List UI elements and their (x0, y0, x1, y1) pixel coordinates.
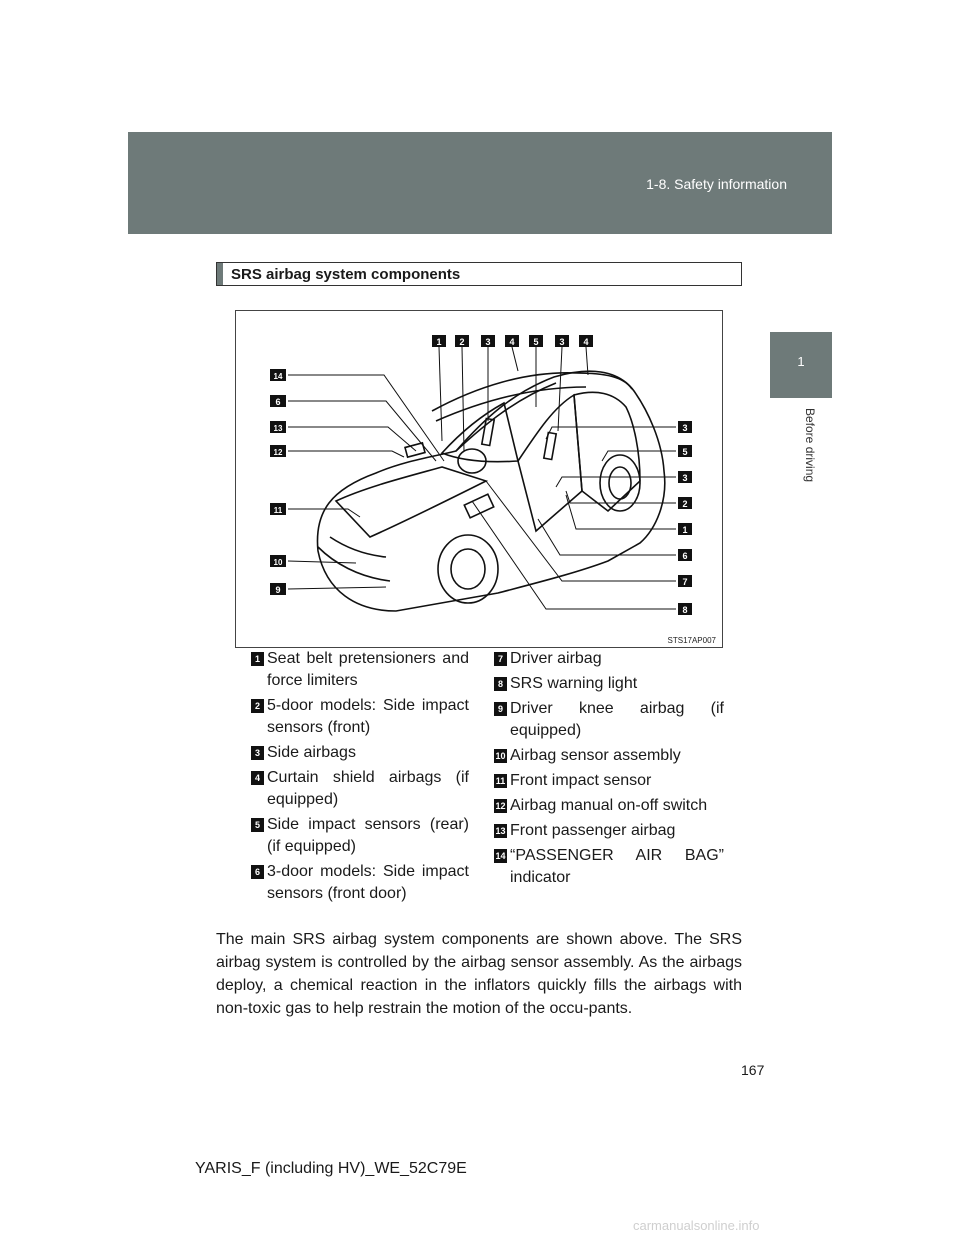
legend-item (494, 698, 724, 742)
section-heading (216, 262, 742, 286)
front-wheel (438, 535, 498, 603)
legend-item (494, 845, 724, 889)
legend-number: 6 (251, 865, 264, 879)
svg-text:1: 1 (436, 337, 442, 347)
legend-item (251, 767, 469, 811)
legend-number: 1 (251, 652, 264, 666)
bumper (318, 547, 390, 581)
legend-number: 12 (495, 801, 506, 811)
legend-text: Driver airbag (510, 650, 602, 667)
door-line (518, 395, 582, 531)
sensor-assembly-shape (464, 494, 493, 518)
legend-number: 7 (494, 652, 507, 666)
footer-code: YARIS_F (including HV)_WE_52C79E (195, 1160, 467, 1177)
legend-item (494, 673, 724, 695)
legend-item (494, 820, 724, 842)
legend-number: 13 (495, 826, 506, 836)
svg-text:11: 11 (273, 506, 283, 515)
legend-text: Side airbags (267, 744, 356, 761)
rear-side-airbag-shape (544, 433, 556, 460)
legend-item (251, 742, 469, 764)
legend-text: Airbag sensor assembly (510, 747, 681, 764)
svg-text:5: 5 (533, 337, 539, 347)
car-body-outline (317, 371, 664, 611)
legend-number: 3 (251, 746, 264, 760)
legend-number: 9 (494, 702, 507, 716)
legend-number: 2 (251, 699, 264, 713)
legend-text: “PASSENGER AIR BAG” indicator (510, 847, 724, 886)
svg-text:6: 6 (275, 397, 281, 407)
legend-number: 4 (251, 771, 264, 785)
svg-text:3: 3 (485, 337, 491, 347)
header-band (128, 132, 832, 234)
svg-text:13: 13 (273, 424, 283, 433)
windshield (442, 403, 518, 462)
legend-item (494, 648, 724, 670)
legend-text: SRS warning light (510, 675, 638, 692)
legend-item (251, 648, 469, 692)
svg-text:2: 2 (682, 499, 688, 509)
section-title: 1-8. Safety information (646, 176, 787, 192)
svg-text:4: 4 (509, 337, 515, 347)
legend-text: Driver knee airbag (if equipped) (510, 700, 724, 739)
legend-number: 8 (494, 677, 507, 691)
legend-item (251, 861, 469, 905)
chapter-label (803, 408, 823, 498)
svg-text:3: 3 (682, 473, 688, 483)
legend-text: Curtain shield airbags (if equipped) (267, 769, 469, 808)
legend-text: Front passenger airbag (510, 822, 676, 839)
rear-door (574, 392, 640, 511)
legend-number: 10 (495, 751, 506, 761)
svg-text:2: 2 (459, 337, 465, 347)
heading-bar (217, 263, 223, 285)
svg-text:8: 8 (682, 605, 688, 615)
legend-text: 5-door models: Side impact sensors (front) (267, 697, 469, 736)
section-heading-text: SRS airbag system components (231, 266, 461, 283)
svg-text:7: 7 (682, 577, 688, 587)
legend-text: 3-door models: Side impact sensors (front door) (267, 863, 469, 902)
legend-item (494, 795, 724, 817)
chapter-number: 1 (797, 354, 805, 369)
svg-text:1: 1 (682, 525, 688, 535)
legend-item (251, 695, 469, 739)
body-paragraph: The main SRS airbag system components are shown above. The SRS airbag system is controlled by the airbag sensor assembly. As the airbags deploy, a chemical reaction in the inflators quickly fills the airbags with non-toxic gas to help restrain the motion of the occu-pants. (216, 931, 742, 1017)
svg-text:3: 3 (682, 423, 688, 433)
legend-item (494, 745, 724, 767)
front-wheel-inner (451, 549, 485, 589)
page-number: 167 (741, 1062, 765, 1078)
svg-text:12: 12 (273, 448, 283, 457)
svg-text:14: 14 (273, 372, 283, 381)
hood (336, 467, 486, 537)
legend-number: 11 (495, 776, 506, 786)
car-illustration (236, 311, 722, 647)
svg-text:6: 6 (682, 551, 688, 561)
legend-right (494, 648, 724, 892)
svg-text:3: 3 (559, 337, 565, 347)
legend-text: Airbag manual on-off switch (510, 797, 708, 814)
legend-text: Front impact sensor (510, 772, 652, 789)
watermark: carmanualsonline.info (633, 1218, 760, 1233)
grille (330, 537, 386, 557)
legend-text: Seat belt pretensioners and force limiters (267, 650, 469, 689)
legend-text: Side impact sensors (rear) (if equipped) (267, 816, 469, 855)
figure-code: STS17AP007 (667, 636, 716, 645)
svg-text:9: 9 (275, 585, 281, 595)
svg-text:4: 4 (583, 337, 589, 347)
legend-item (251, 814, 469, 858)
chapter-label-text: Before driving (803, 408, 817, 483)
legend-item (494, 770, 724, 792)
chapter-tab (770, 332, 832, 398)
rear-wheel-inner (609, 467, 631, 499)
svg-text:10: 10 (273, 558, 283, 567)
legend-number: 5 (251, 818, 264, 832)
svg-text:5: 5 (682, 447, 688, 457)
legend-number: 14 (495, 851, 506, 861)
curtain-airbag-shape (436, 387, 586, 421)
legend-left (251, 648, 469, 908)
airbag-diagram (235, 310, 723, 648)
